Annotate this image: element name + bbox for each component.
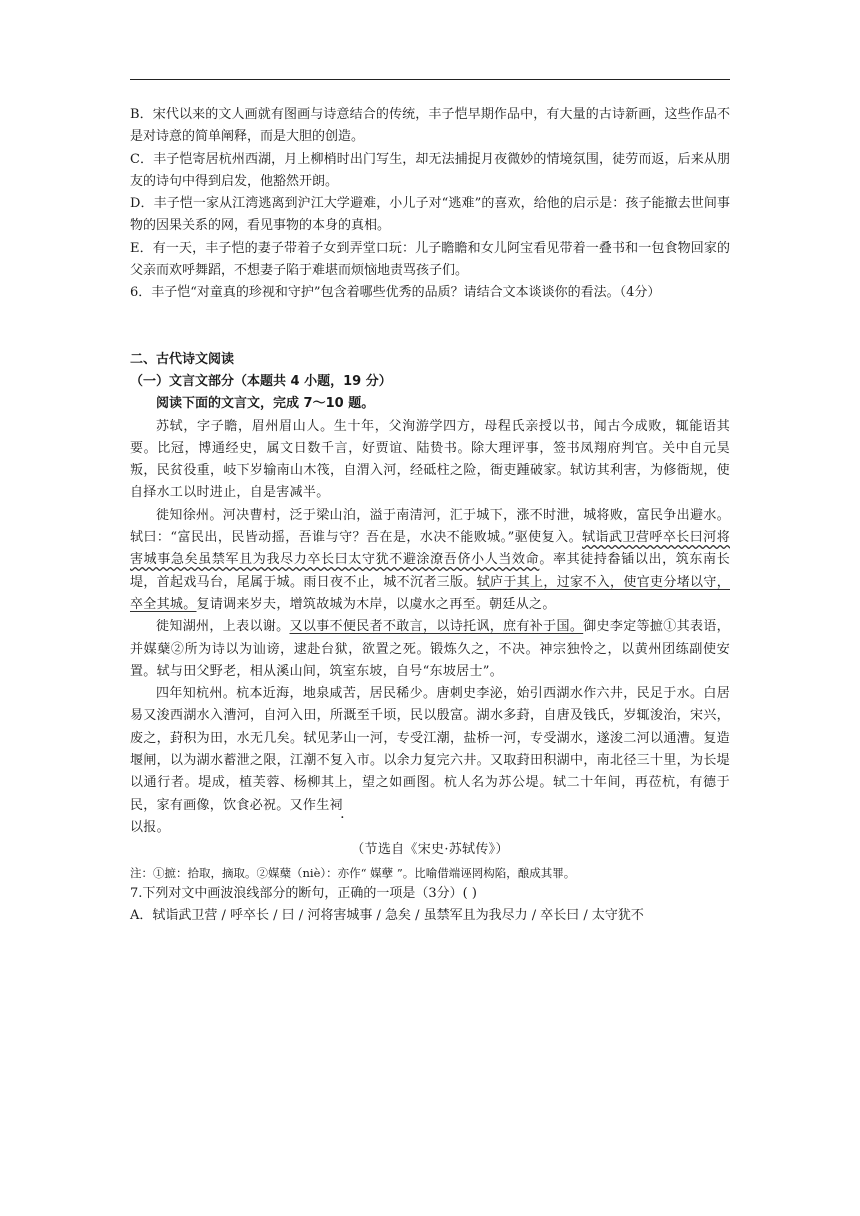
option-c: C．丰子恺寄居杭州西湖，月上柳梢时出门写生，却无法捕捉月夜微妙的情境氛围，徒劳而返，后来从朋友的诗句中得到启发，他豁然开朗。 — [130, 151, 730, 189]
question-7-option-a: A．轼诣武卫营 / 呼卒长 / 曰 / 河将害城事 / 急矣 / 虽禁军且为我尽力 / 卒长曰 / 太守犹不 — [130, 907, 644, 923]
dotted-emphasis-text: 生祠 — [316, 797, 343, 813]
passage-text: 复请调来岁夫，增筑故城为木岸，以虞水之再至。朝廷从之。 — [196, 596, 556, 612]
section-instruction: 阅读下面的文言文，完成 7～10 题。 — [156, 396, 375, 412]
question-6: 6．丰子恺“对童真的珍视和守护”包含着哪些优秀的品质？请结合文本谈谈你的看法。（4分） — [130, 285, 661, 301]
underlined-text: 轼庐于其上，过家不入，使官吏分堵以守，卒全其城。 — [130, 574, 730, 612]
passage-paragraph-4 — [130, 683, 730, 839]
option-d: D．丰子恺一家从江湾逃离到沪江大学避难，小儿子对“逃难”的喜欢，给他的启示是：孩子能撤去世间事物的因果关系的网，看见事物的本身的真相。 — [130, 196, 730, 234]
section-title: 二、古代诗文阅读 — [130, 351, 235, 367]
passage-text: 徙知湖州，上表以谢。 — [156, 619, 290, 635]
question-7-stem: 7.下列对文中画波浪线部分的断句，正确的一项是（3分）( ) — [130, 885, 477, 901]
passage-text: 四年知杭州。杭本近海，地泉咸苦，居民稀少。唐刺史李泌，始引西湖水作六井，民足于水。白居易又浚西湖水入漕河，自河入田，所溉至千顷，民以殷富。湖水多葑，自唐及钱氏，岁辄浚治，宋兴，废之，葑积为田，水无几矣。轼见茅山一河，专受江潮，盐桥一河，专受湖水，遂浚二河以通漕。复造堰闸，以为湖水蓄泄之限，江潮不复入市。以余力复完六井。又取葑田积湖中，南北径三十里，为长堤以通行者。堤成，植芙蓉、杨柳其上，望之如画图。杭人名为苏公堤。轼二十年间，再莅杭，有德于民，家有画像，饮食必祝。又作 — [130, 686, 730, 813]
option-b: B．宋代以来的文人画就有图画与诗意结合的传统，丰子恺早期作品中，有大量的古诗新画，这些作品不是对诗意的简单阐释，而是大胆的创造。 — [130, 107, 730, 145]
document-body — [130, 104, 730, 927]
option-e: E．有一天，丰子恺的妻子带着子女到弄堂口玩：儿子瞻瞻和女儿阿宝看见带着一叠书和一包食物回家的父亲而欢呼舞蹈，不想妻子陷于难堪而烦恼地责骂孩子们。 — [130, 240, 730, 279]
underlined-text: 又以事不便民者不敢言，以诗托讽，庶有补于国。 — [289, 619, 584, 635]
passage-text: 。率其徒持畚锸以出，筑东南长堤，首起戏马台，尾属于城。雨日夜不止，城不沉者三版。 — [130, 552, 730, 590]
passage-text: 徙知徐州。河决曹村，泛于梁山泊，溢于南清河，汇于城下，涨不时泄，城将败，富民争出避水。轼曰：“富民出，民皆动摇，吾谁与守？吾在是，水决不能败城。”驱使复入。 — [130, 507, 730, 546]
passage-paragraph-1: 苏轼，字子瞻，眉州眉山人。生十年，父洵游学四方，母程氏亲授以书，闻古今成败，辄能语其要。比冠，博通经史，属文日数千言，好贾谊、陆贽书。除大理评事，签书凤翔府判官。关中自元昊叛，民贫役重，岐下岁输南山木筏，自渭入河，经砥柱之险，衙吏踵破家。轼访其利害，为修衙规，使自择水工以时进止，自是害减半。 — [130, 418, 730, 501]
wavy-underlined-text: 轼诣武卫营呼卒长曰河将害城事急矣虽禁军且为我尽力卒长曰太守犹不避涂潦吾侪小人当效命 — [130, 530, 730, 568]
section-gap — [130, 305, 730, 349]
section-subtitle: （一）文言文部分（本题共 4 小题，19 分） — [130, 373, 392, 389]
passage-source: （节选自《宋史·苏轼传》） — [351, 842, 509, 858]
passage-text: 以报。 — [130, 819, 170, 835]
header-rule — [130, 79, 730, 80]
passage-paragraph-3 — [130, 616, 730, 683]
passage-text: 御史李定等摭①其表语，并媒蘖②所为诗以为讪谤，逮赴台狱，欲置之死。锻炼久之，不决。神宗独怜之，以黄州团练副使安置。轼与田父野老，相从溪山间，筑室东坡，自号“东坡居士”。 — [130, 619, 730, 679]
passage-paragraph-2 — [130, 505, 730, 616]
footnote: 注：①摭：拾取，摘取。②媒蘖（niè）：亦作“ 媒孽 ”。比喻借端诬罔构陷，酿成其罪。 — [130, 865, 576, 880]
